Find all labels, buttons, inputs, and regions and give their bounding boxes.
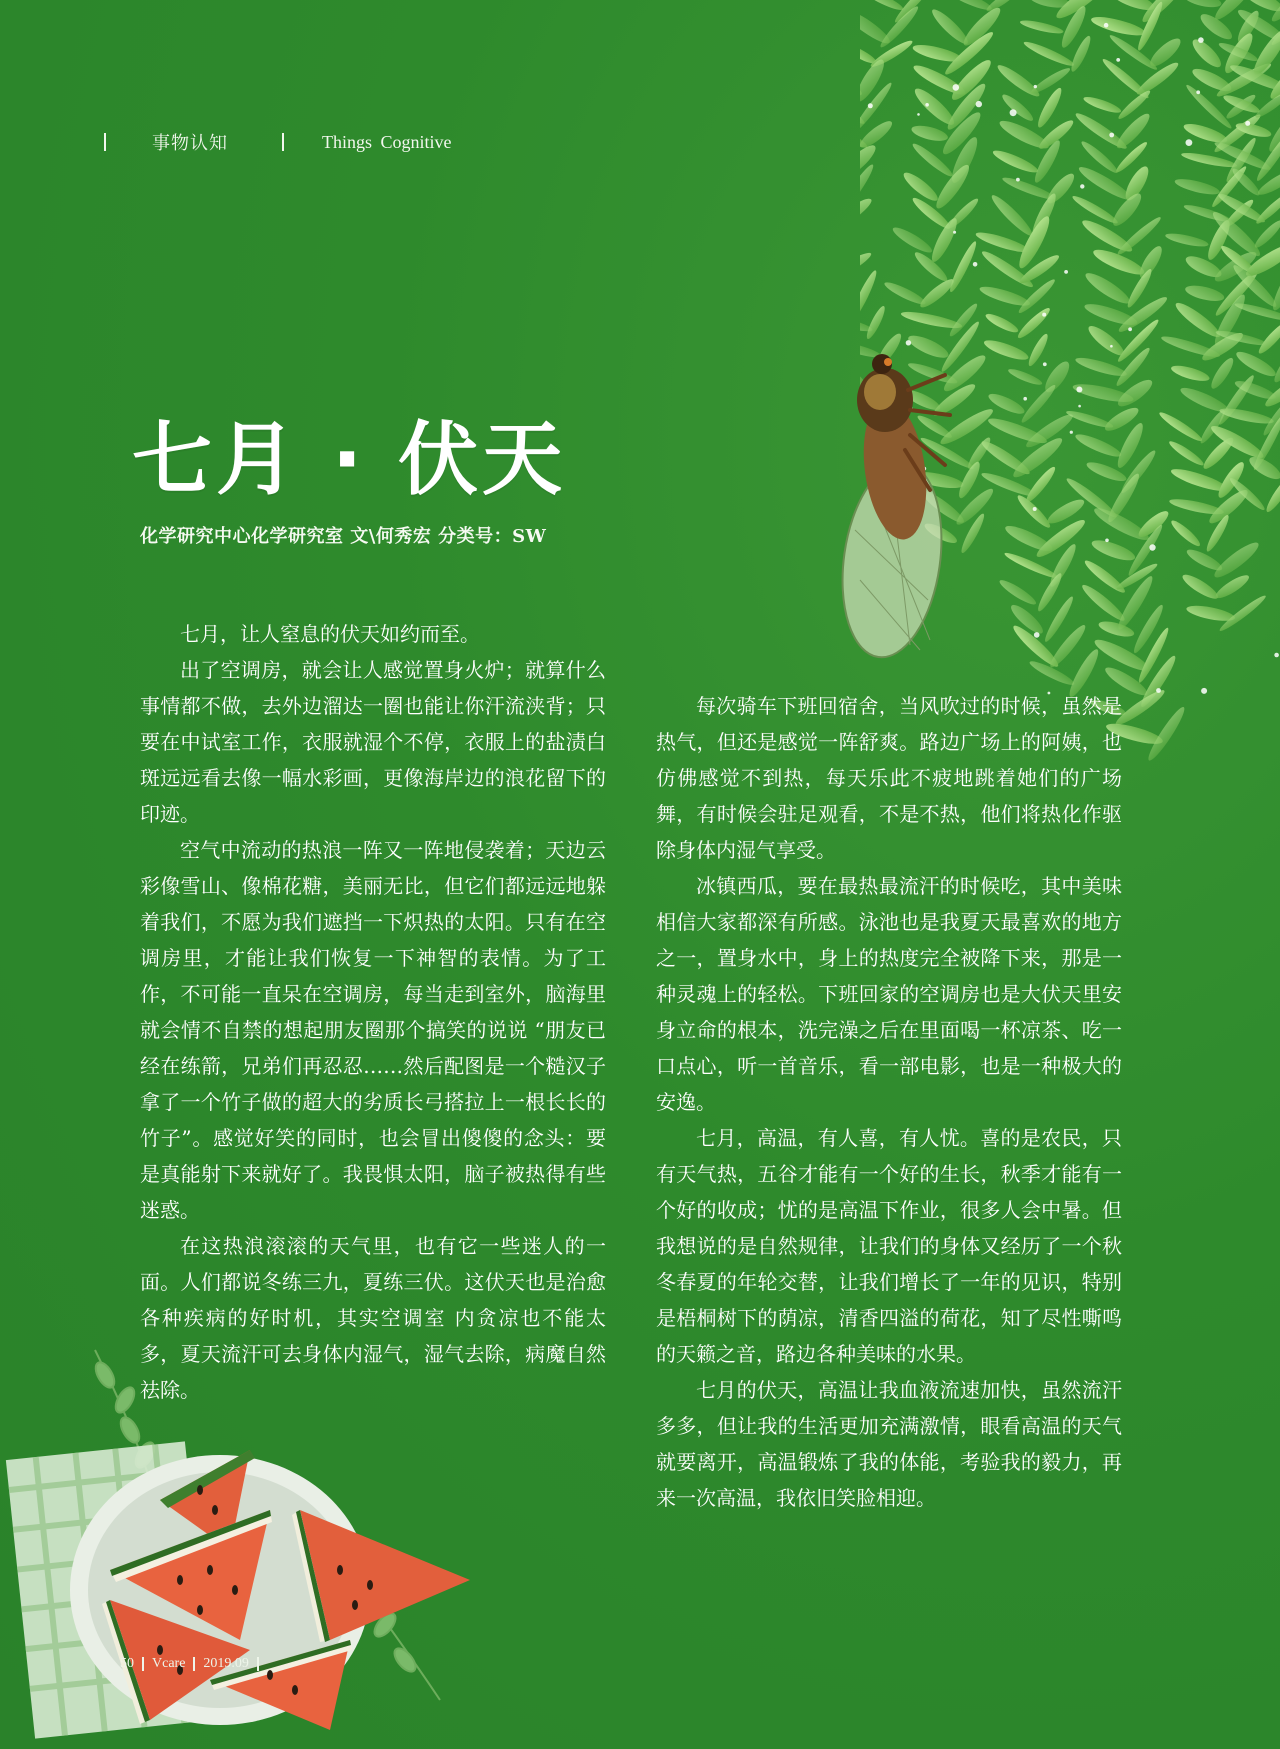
sparkle-dot [1010, 109, 1017, 116]
section-category-en: Things Cognitive [322, 131, 452, 152]
willow-leaf [864, 304, 888, 341]
sparkle-dot [906, 340, 911, 345]
willow-leaf [1070, 193, 1119, 227]
willow-leaf [1097, 618, 1136, 639]
issue-date: 2019.09 [203, 1656, 249, 1671]
sparkle-dot [953, 84, 960, 91]
willow-leaf [1263, 473, 1280, 514]
willow-leaf [988, 192, 1035, 239]
article-column-left [140, 616, 606, 1408]
willow-leaf [1082, 269, 1133, 308]
willow-leaf [1184, 283, 1226, 304]
willow-leaf [986, 390, 1027, 417]
sparkle-dot [1116, 58, 1120, 62]
willow-leaf [1173, 176, 1220, 198]
willow-leaf [1090, 13, 1147, 39]
willow-leaf [912, 249, 951, 285]
sparkle-dot [868, 103, 873, 108]
willow-leaf [1073, 431, 1123, 461]
willow-leaf [995, 61, 1043, 100]
sparkle-dot [1110, 345, 1113, 348]
paragraph: 出了空调房，就会让人感觉置身火炉；就算什么事情都不做，去外边溜达一圈也能让你汗流浃背；只要在中试室工作，衣服就湿个不停，衣服上的盐渍白斑远远看去像一幅水彩画，更像海岸边的浪花留下的印迹。 [140, 658, 606, 826]
willow-leaf [1082, 94, 1123, 116]
willow-leaf [1252, 217, 1280, 250]
header-divider [282, 133, 284, 151]
willow-leaf [882, 279, 927, 308]
sparkle-dot [1198, 37, 1204, 43]
willow-leaf [991, 147, 1040, 176]
willow-leaf [1035, 571, 1065, 613]
sparkle-dot [1023, 397, 1027, 401]
willow-leaf [863, 0, 905, 13]
watermelon-illustration [0, 1340, 480, 1749]
willow-leaf [1003, 550, 1059, 581]
willow-leaf [947, 0, 993, 13]
willow-leaf [900, 169, 941, 205]
cicada-illustration [810, 350, 970, 660]
sparkle-dot [1196, 90, 1200, 94]
footer-divider [193, 1657, 195, 1671]
footer-divider [257, 1657, 259, 1671]
willow-leaf [984, 311, 1021, 336]
paragraph: 每次骑车下班回宿舍，当风吹过的时候，虽然是热气，但还是感觉一阵舒爽。路边广场上的阿姨，也仿佛感觉不到热，每天乐此不疲地跳着她们的广场舞，有时候会驻足观看，不是不热，他们将热化作驱除身体内湿气享受。 [656, 694, 1122, 862]
sparkle-dot [1156, 688, 1161, 693]
sparkle-dot [1186, 139, 1193, 146]
paragraph: 空气中流动的热浪一阵又一阵地侵袭着；天边云彩像雪山、像棉花糖，美丽无比，但它们都远远地躲着我们，不愿为我们遮挡一下炽热的太阳。只有在空调房里，才能让我们恢复一下神智的表情。为了工作，不可能一直呆在空调房，每当走到室外，脑海里就会情不自禁的想起朋友圈那个搞笑的说说 “朋友已经在练箭，兄弟们再忍忍……然后配图是一个糙汉子拿了一个竹子做的超大的劣质长弓搭拉上一根长长的竹子”。感觉好笑的同时，也会冒出傻傻的念头：要是真能射下来就好了。我畏惧太阳，脑子被热得有些迷惑。 [140, 838, 606, 1222]
willow-leaf [1172, 299, 1223, 342]
sparkle-dot [1128, 327, 1132, 331]
sparkle-dot [1274, 653, 1279, 658]
willow-leaf [1019, 18, 1064, 36]
sparkle-dot [1034, 85, 1037, 88]
willow-leaf [1189, 35, 1225, 71]
willow-leaf [1136, 243, 1166, 281]
sparkle-dot [1034, 632, 1040, 638]
sparkle-dot [1070, 431, 1073, 434]
sparkle-dot [925, 103, 929, 107]
sparkle-dot [973, 262, 978, 267]
sparkle-dot [1033, 507, 1037, 511]
sparkle-dot [1109, 133, 1114, 138]
willow-leaf [1034, 86, 1065, 130]
willow-leaf [982, 337, 1030, 364]
article-byline: 化学研究中心化学研究室 文\何秀宏 分类号：SW [140, 526, 547, 547]
header-divider [104, 133, 106, 151]
page-number: 50 [120, 1656, 134, 1671]
sparkle-dot [1064, 270, 1068, 274]
willow-leaf [1157, 409, 1204, 444]
sparkle-dot [1105, 539, 1109, 543]
willow-leaf [1146, 34, 1184, 70]
footer-divider [142, 1657, 144, 1671]
willow-leaf [1090, 536, 1138, 564]
willow-leaf [1222, 92, 1262, 116]
willow-leaf [1019, 382, 1058, 425]
willow-leaf [860, 194, 875, 235]
willow-leaf [890, 224, 934, 257]
sparkle-dot [1078, 405, 1081, 408]
willow-leaf [1211, 538, 1263, 582]
sparkle-dot [1245, 121, 1250, 126]
paragraph: 在这热浪滚滚的天气里，也有它一些迷人的一面。人们都说冬练三九，夏练三伏。这伏天也是治愈各种疾病的好时机，其实空调室 内贪凉也不能太多，夏天流汗可去身体内湿气，湿气去除，病魔自然祛除。 [140, 1234, 606, 1402]
willow-leaf [997, 577, 1038, 608]
willow-leaf [1183, 0, 1223, 10]
sparkle-dot [1042, 313, 1046, 317]
section-category-cn: 事物认知 [152, 133, 228, 154]
willow-leaf [1026, 332, 1051, 368]
sparkle-dot [1043, 362, 1047, 366]
willow-leaf [877, 3, 921, 50]
page-footer [120, 1656, 267, 1672]
willow-leaf [1007, 366, 1044, 387]
sparkle-dot [1080, 184, 1084, 188]
sparkle-dot [953, 231, 956, 234]
willow-leaf [910, 123, 949, 144]
paragraph: 冰镇西瓜，要在最热最流汗的时候吃，其中美味相信大家都深有所感。泳池也是我夏天最喜欢的地方之一，置身水中，身上的热度完全被降下来，那是一种灵魂上的轻松。下班回家的空调房也是大伏天里安身立命的根本，洗完澡之后在里面喝一杯凉茶、吃一口点心，听一首音乐，看一部电影，也是一种极大的安逸。 [656, 874, 1122, 1114]
sparkle-dot [1104, 23, 1109, 28]
paragraph: 七月，高温，有人喜，有人忧。喜的是农民，只有天气热，五谷才能有一个好的生长，秋季才能有一个好的收成；忧的是高温下作业，很多人会中暑。但我想说的是自然规律，让我们的身体又经历了一个秋冬春夏的年轮交替，让我们增长了一年的见识，特别是梧桐树下的荫凉，清香四溢的荷花，知了尽性嘶鸣的天籁之音，路边各种美味的水果。 [656, 1126, 1122, 1366]
willow-leaf [1256, 320, 1280, 357]
willow-leaf [1076, 163, 1134, 204]
sparkle-dot [1076, 387, 1082, 393]
magazine-name: Vcare [152, 1656, 186, 1671]
sparkle-dot [1149, 544, 1155, 550]
paragraph: 七月，让人窒息的伏天如约而至。 [180, 622, 480, 646]
paragraph: 七月的伏天，高温让我血液流速加快，虽然流汗多多，但让我的生活更加充满激情，眼看高温的天气就要离开，高温锻炼了我的体能，考验我的毅力，再来一次高温，我依旧笑脸相迎。 [656, 1378, 1122, 1510]
sparkle-dot [917, 113, 920, 116]
willow-leaf [1167, 438, 1206, 468]
article-column-right [656, 688, 1122, 1516]
willow-leaf [1169, 518, 1203, 549]
sparkle-dot [1201, 688, 1207, 694]
willow-leaf [1271, 343, 1280, 385]
willow-leaf [1164, 231, 1209, 249]
willow-leaf [947, 301, 980, 339]
willow-leaf [1170, 363, 1211, 384]
willow-leaf [999, 91, 1035, 124]
willow-leaf [1091, 245, 1147, 279]
article-title: 七月 · 伏天 [132, 413, 567, 506]
sparkle-dot [1016, 178, 1020, 182]
section-header [104, 130, 452, 154]
willow-leaf [917, 276, 957, 311]
sparkle-dot [976, 101, 982, 107]
willow-leaf [1029, 65, 1072, 97]
willow-leaf [1234, 348, 1279, 381]
willow-leaf [1208, 355, 1237, 391]
